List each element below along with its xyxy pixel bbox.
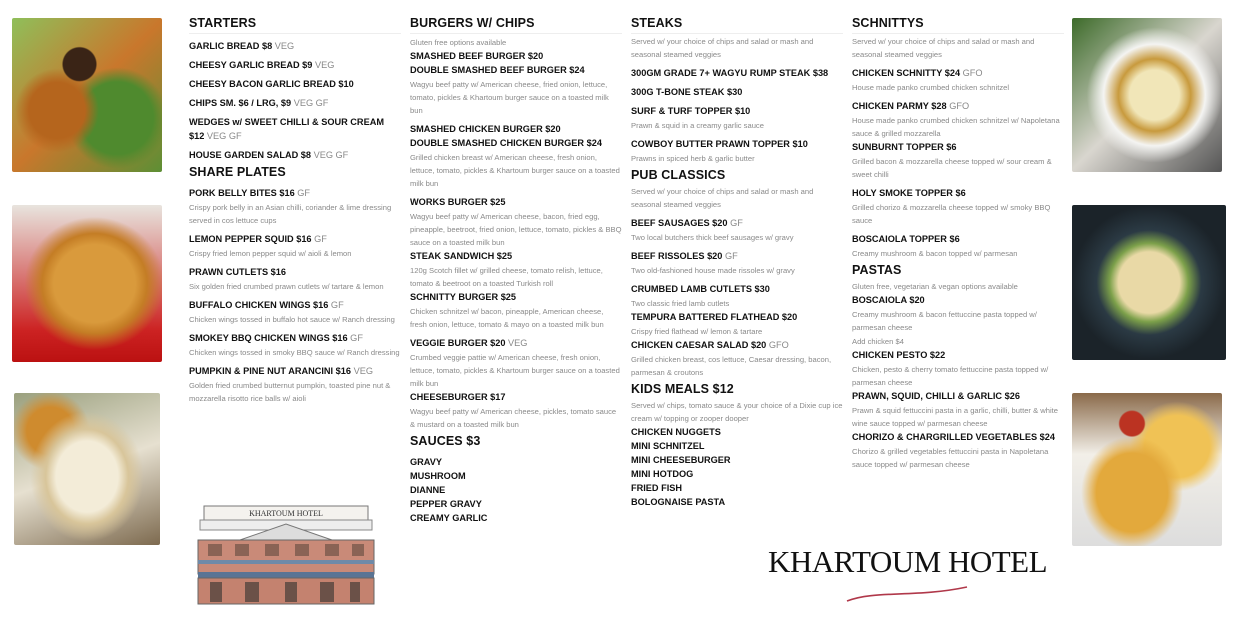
menu-item-name-price: MINI SCHNITZEL — [631, 441, 705, 451]
menu-item-description: Wagyu beef patty w/ American cheese, pickles, tomato sauce & mustard on a toasted milk bun — [410, 407, 617, 429]
menu-item-name-price: DOUBLE SMASHED CHICKEN BURGER $24 — [410, 138, 602, 148]
menu-item — [631, 481, 843, 495]
menu-item-name-price: BOSCAIOLA $20 — [852, 295, 925, 305]
menu-item — [189, 364, 401, 378]
menu-item — [631, 310, 843, 324]
menu-item-description: Wagyu beef patty w/ American cheese, bacon, fried egg, pineapple, beetroot, fried onion, lettuce, tomato, pickles & BBQ sauce on a toasted milk bun — [410, 212, 622, 247]
dietary-tag: VEG — [353, 366, 373, 376]
section-heading: PASTAS — [852, 263, 902, 277]
photo-fried-starters — [12, 18, 162, 172]
menu-item — [852, 66, 1064, 80]
menu-item-description: Two classic fried lamb cutlets — [631, 299, 730, 308]
section-heading: PUB CLASSICS — [631, 168, 726, 182]
photo-parmy — [14, 393, 160, 545]
menu-column-3 — [631, 13, 843, 509]
menu-item-name-price: DIANNE — [410, 485, 446, 495]
dietary-tag: GF — [350, 333, 363, 343]
dietary-tag: VEG — [274, 41, 295, 51]
menu-item — [852, 140, 1064, 154]
menu-item — [631, 439, 843, 453]
menu-item-description: Add chicken $4 — [852, 337, 904, 346]
menu-item — [189, 265, 401, 279]
dietary-tag: VEG — [508, 338, 528, 348]
menu-item-name-price: BEEF RISSOLES $20 — [631, 251, 723, 261]
dietary-tag: GF — [297, 188, 311, 198]
menu-item-name-price: CHICKEN PARMY $28 — [852, 101, 947, 111]
menu-item-name-price: BOLOGNAISE PASTA — [631, 497, 726, 507]
menu-item — [631, 216, 843, 230]
menu-item — [410, 195, 622, 209]
khartoum-hotel-logo: KHARTOUM HOTEL — [768, 544, 1048, 579]
menu-item — [189, 96, 401, 110]
menu-item-name-price: BEEF SAUSAGES $20 — [631, 218, 728, 228]
menu-item-description: Chicken schnitzel w/ bacon, pineapple, American cheese, fresh onion, lettuce, tomato & mayo on a toasted milk bun — [410, 307, 604, 329]
menu-item — [189, 232, 401, 246]
section-heading: SHARE PLATES — [189, 165, 286, 179]
menu-item-description: Chorizo & grilled vegetables fettuccini pasta in Napoletana sauce topped w/ parmesan cheese — [852, 447, 1049, 469]
menu-item-name-price: 300G T-BONE STEAK $30 — [631, 87, 743, 97]
menu-item-name-price: MINI CHEESEBURGER — [631, 455, 731, 465]
dietary-tag: GFO — [768, 340, 789, 350]
menu-item — [631, 467, 843, 481]
section-heading: SCHNITTYS — [852, 15, 1064, 34]
menu-item-name-price: CHIPS SM. $6 / LRG, $9 — [189, 98, 292, 108]
menu-item-name-price: WEDGES w/ SWEET CHILLI & SOUR CREAM $12 — [189, 117, 384, 141]
menu-item — [852, 99, 1064, 113]
menu-item-name-price: SCHNITTY BURGER $25 — [410, 292, 517, 302]
section-heading: BURGERS W/ CHIPS — [410, 15, 622, 34]
menu-item-description: Chicken, pesto & cherry tomato fettuccine pasta topped w/ parmesan cheese — [852, 365, 1049, 387]
menu-item — [410, 249, 622, 263]
menu-item-description: Grilled chorizo & mozzarella cheese topped w/ smoky BBQ sauce — [852, 203, 1051, 225]
menu-item — [410, 483, 622, 497]
hotel-sketch-illustration — [190, 492, 382, 608]
menu-item — [410, 390, 622, 404]
menu-item-description: Prawns in spiced herb & garlic butter — [631, 154, 755, 163]
menu-item-name-price: MINI HOTDOG — [631, 469, 694, 479]
menu-item-name-price: CHICKEN PESTO $22 — [852, 350, 946, 360]
menu-item — [631, 338, 843, 352]
menu-item — [410, 136, 622, 150]
menu-item-description: Crispy fried flathead w/ lemon & tartare — [631, 327, 763, 336]
menu-item-description: Two local butchers thick beef sausages w/ gravy — [631, 233, 794, 242]
menu-item — [189, 115, 401, 143]
menu-item-name-price: SMASHED CHICKEN BURGER $20 — [410, 124, 561, 134]
photo-pasta — [1072, 205, 1226, 360]
menu-item-name-price: 300GM GRADE 7+ WAGYU RUMP STEAK $38 — [631, 68, 829, 78]
menu-item — [852, 348, 1064, 362]
dietary-tag: GFO — [949, 101, 970, 111]
menu-item-name-price: CHICKEN CAESAR SALAD $20 — [631, 340, 767, 350]
menu-item-description: Prawn & squid in a creamy garlic sauce — [631, 121, 764, 130]
menu-item-description: Crumbed veggie pattie w/ American cheese, fresh onion, lettuce, tomato, pickles & Khartoum burger sauce on a toasted milk bun — [410, 353, 620, 388]
menu-item — [852, 293, 1064, 307]
menu-item-name-price: CHEESY GARLIC BREAD $9 — [189, 60, 313, 70]
menu-item-name-price: CHEESY BACON GARLIC BREAD $10 — [189, 79, 354, 89]
section-heading: STEAKS — [631, 15, 843, 34]
menu-item — [410, 455, 622, 469]
menu-item — [631, 85, 843, 99]
menu-item-description: Gluten free, vegetarian & vegan options available — [852, 282, 1018, 291]
menu-item-name-price: COWBOY BUTTER PRAWN TOPPER $10 — [631, 139, 808, 149]
menu-item-name-price: LEMON PEPPER SQUID $16 — [189, 234, 312, 244]
menu-item — [410, 336, 622, 350]
menu-item-name-price: TEMPURA BATTERED FLATHEAD $20 — [631, 312, 798, 322]
menu-item-description: 120g Scotch fillet w/ grilled cheese, tomato relish, lettuce, tomato & beetroot on a toasted Turkish roll — [410, 266, 603, 288]
menu-item-name-price: SMOKEY BBQ CHICKEN WINGS $16 — [189, 333, 348, 343]
menu-item — [852, 186, 1064, 200]
dietary-tag: VEG GF — [293, 98, 329, 108]
menu-item — [410, 49, 622, 63]
menu-item — [189, 58, 401, 72]
menu-item — [631, 249, 843, 263]
menu-item-description: Six golden fried crumbed prawn cutlets w/ tartare & lemon — [189, 282, 384, 291]
menu-item-description: Served w/ your choice of chips and salad or mash and seasonal steamed veggies — [631, 37, 814, 59]
menu-item-description: Creamy mushroom & bacon fettuccine pasta topped w/ parmesan cheese — [852, 310, 1037, 332]
dietary-tag: VEG GF — [313, 150, 349, 160]
menu-item-description: Two old-fashioned house made rissoles w/ gravy — [631, 266, 795, 275]
menu-item-name-price: VEGGIE BURGER $20 — [410, 338, 506, 348]
menu-item — [189, 186, 401, 200]
dietary-tag: GF — [724, 251, 738, 261]
menu-item — [631, 425, 843, 439]
dietary-tag: GF — [330, 300, 344, 310]
menu-item-description: Prawn & squid fettuccini pasta in a garlic, chilli, butter & white wine sauce topped w/ parmesan cheese — [852, 406, 1058, 428]
menu-item — [410, 497, 622, 511]
menu-item-name-price: CHORIZO & CHARGRILLED VEGETABLES $24 — [852, 432, 1055, 442]
menu-item-name-price: BOSCAIOLA TOPPER $6 — [852, 234, 960, 244]
menu-item-name-price: MUSHROOM — [410, 471, 466, 481]
photo-fish-and-chips — [1072, 393, 1222, 546]
photo-prawn-cutlets — [12, 205, 162, 362]
menu-column-4 — [852, 13, 1064, 471]
menu-item-description: House made panko crumbed chicken schnitzel w/ Napoletana sauce & grilled mozzarella — [852, 116, 1060, 138]
menu-item-description: Chicken wings tossed in buffalo hot sauce w/ Ranch dressing — [189, 315, 395, 324]
dietary-tag: VEG — [314, 60, 335, 70]
menu-item-description: Chicken wings tossed in smoky BBQ sauce w/ Ranch dressing — [189, 348, 400, 357]
menu-item-description: Creamy mushroom & bacon topped w/ parmesan — [852, 249, 1018, 258]
menu-item-description: Grilled bacon & mozzarella cheese topped w/ sour cream & sweet chilli — [852, 157, 1052, 179]
menu-item-description: Served w/ your choice of chips and salad or mash and seasonal steamed veggies — [852, 37, 1035, 59]
menu-item-description: Grilled chicken breast, cos lettuce, Caesar dressing, bacon, parmesan & croutons — [631, 355, 832, 377]
photo-schnitzel — [1072, 18, 1222, 172]
menu-item-name-price: PRAWN CUTLETS $16 — [189, 267, 286, 277]
menu-item — [852, 389, 1064, 403]
menu-item-name-price: CHICKEN NUGGETS — [631, 427, 721, 437]
section-heading: STARTERS — [189, 15, 401, 34]
menu-item-name-price: GRAVY — [410, 457, 442, 467]
menu-item-name-price: BUFFALO CHICKEN WINGS $16 — [189, 300, 329, 310]
menu-item-name-price: PRAWN, SQUID, CHILLI & GARLIC $26 — [852, 391, 1020, 401]
menu-item-description: Crispy pork belly in an Asian chilli, coriander & lime dressing served in cos lettuce cups — [189, 203, 392, 225]
menu-item — [189, 148, 401, 162]
menu-item-description: Grilled chicken breast w/ American cheese, fresh onion, lettuce, tomato, pickles & Khartoum burger sauce on a toasted milk bun — [410, 153, 620, 188]
dietary-tag: GF — [314, 234, 327, 244]
menu-item-description: Crispy fried lemon pepper squid w/ aioli & lemon — [189, 249, 352, 258]
menu-item — [852, 430, 1064, 444]
menu-item-name-price: CRUMBED LAMB CUTLETS $30 — [631, 284, 770, 294]
logo-swash-decoration — [845, 584, 970, 604]
menu-item — [852, 232, 1064, 246]
menu-item-name-price: SMASHED BEEF BURGER $20 — [410, 51, 544, 61]
menu-item-description: Golden fried crumbed butternut pumpkin, toasted pine nut & mozzarella risotto rice balls w/ aioli — [189, 381, 391, 403]
menu-item-description: Served w/ chips, tomato sauce & your choice of a Dixie cup ice cream w/ topping or zooper dooper — [631, 401, 843, 423]
menu-column-2 — [410, 13, 622, 525]
menu-item-name-price: SURF & TURF TOPPER $10 — [631, 106, 751, 116]
menu-item — [189, 298, 401, 312]
menu-item — [410, 63, 622, 77]
menu-item — [631, 137, 843, 151]
menu-column-1 — [189, 13, 401, 405]
section-heading: SAUCES $3 — [410, 434, 481, 448]
menu-item-name-price: CHICKEN SCHNITTY $24 — [852, 68, 961, 78]
menu-item-name-price: DOUBLE SMASHED BEEF BURGER $24 — [410, 65, 585, 75]
menu-item — [189, 77, 401, 91]
section-note: Gluten free options available — [410, 38, 507, 47]
menu-item — [631, 66, 843, 80]
menu-item — [631, 495, 843, 509]
menu-item — [189, 331, 401, 345]
dietary-tag: GF — [730, 218, 743, 228]
menu-item-description: House made panko crumbed chicken schnitzel — [852, 83, 1010, 92]
menu-item-name-price: FRIED FISH — [631, 483, 683, 493]
menu-item-name-price: HOUSE GARDEN SALAD $8 — [189, 150, 312, 160]
menu-item-description: Wagyu beef patty w/ American cheese, fried onion, lettuce, tomato, pickles & Khartoum burger sauce on a toasted milk bun — [410, 80, 609, 115]
menu-item — [410, 290, 622, 304]
menu-item-description: Served w/ your choice of chips and salad or mash and seasonal steamed veggies — [631, 187, 814, 209]
menu-item-name-price: WORKS BURGER $25 — [410, 197, 506, 207]
menu-item — [631, 282, 843, 296]
menu-item — [410, 469, 622, 483]
menu-item — [410, 511, 622, 525]
menu-item-name-price: GARLIC BREAD $8 — [189, 41, 273, 51]
menu-item-name-price: CREAMY GARLIC — [410, 513, 488, 523]
menu-item — [410, 122, 622, 136]
menu-item-name-price: HOLY SMOKE TOPPER $6 — [852, 188, 966, 198]
menu-item-name-price: PORK BELLY BITES $16 — [189, 188, 295, 198]
menu-item-name-price: CHEESEBURGER $17 — [410, 392, 506, 402]
menu-item — [631, 104, 843, 118]
section-heading: KIDS MEALS $12 — [631, 382, 734, 396]
menu-item — [189, 39, 401, 53]
menu-item — [631, 453, 843, 467]
dietary-tag: VEG GF — [206, 131, 242, 141]
menu-item-name-price: SUNBURNT TOPPER $6 — [852, 142, 957, 152]
menu-item-name-price: PEPPER GRAVY — [410, 499, 482, 509]
menu-item-name-price: PUMPKIN & PINE NUT ARANCINI $16 — [189, 366, 351, 376]
sketch-sign-text: KHARTOUM HOTEL — [249, 509, 323, 518]
menu-item-name-price: STEAK SANDWICH $25 — [410, 251, 513, 261]
dietary-tag: GFO — [962, 68, 983, 78]
